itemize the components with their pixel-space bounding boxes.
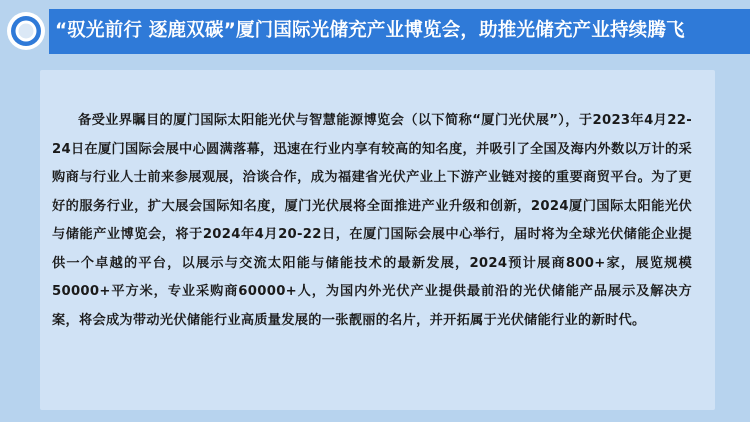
- title-bar: [49, 9, 750, 54]
- body-paragraph: 备受业界瞩目的厦门国际太阳能光伏与智慧能源博览会（以下简称“厦门光伏展”），于2023年4月22-24日在厦门国际会展中心圆满落幕，迅速在行业内享有较高的知名度，并吸引了全国及海内外数以万计的采购商与行业人士前来参展观展，洽谈合作，成为福建省光伏产业上下游产业链对接的重要商贸平台。为了更好的服务行业，扩大展会国际知名度，厦门光伏展将全面推进产业升级和创新，2024厦门国际太阳能光伏与储能产业博览会，将于2024年4月20-22日，在厦门国际会展中心举行，届时将为全球光伏储能企业提供一个卓越的平台，以展示与交流太阳能与储能技术的最新发展，2024预计展商800+家，展览规模50000+平方米，专业采购商60000+人，为国内外光伏产业提供最前沿的光伏储能产品展示及解决方案，将会成为带动光伏储能行业高质量发展的一张靓丽的名片，并开拓属于光伏储能行业的新时代。: [52, 113, 692, 328]
- circle-bullet-icon: [6, 11, 46, 51]
- page-title: “驭光前行 逐鹿双碳”厦门国际光储充产业博览会，助推光储充产业持续腾飞: [55, 20, 685, 42]
